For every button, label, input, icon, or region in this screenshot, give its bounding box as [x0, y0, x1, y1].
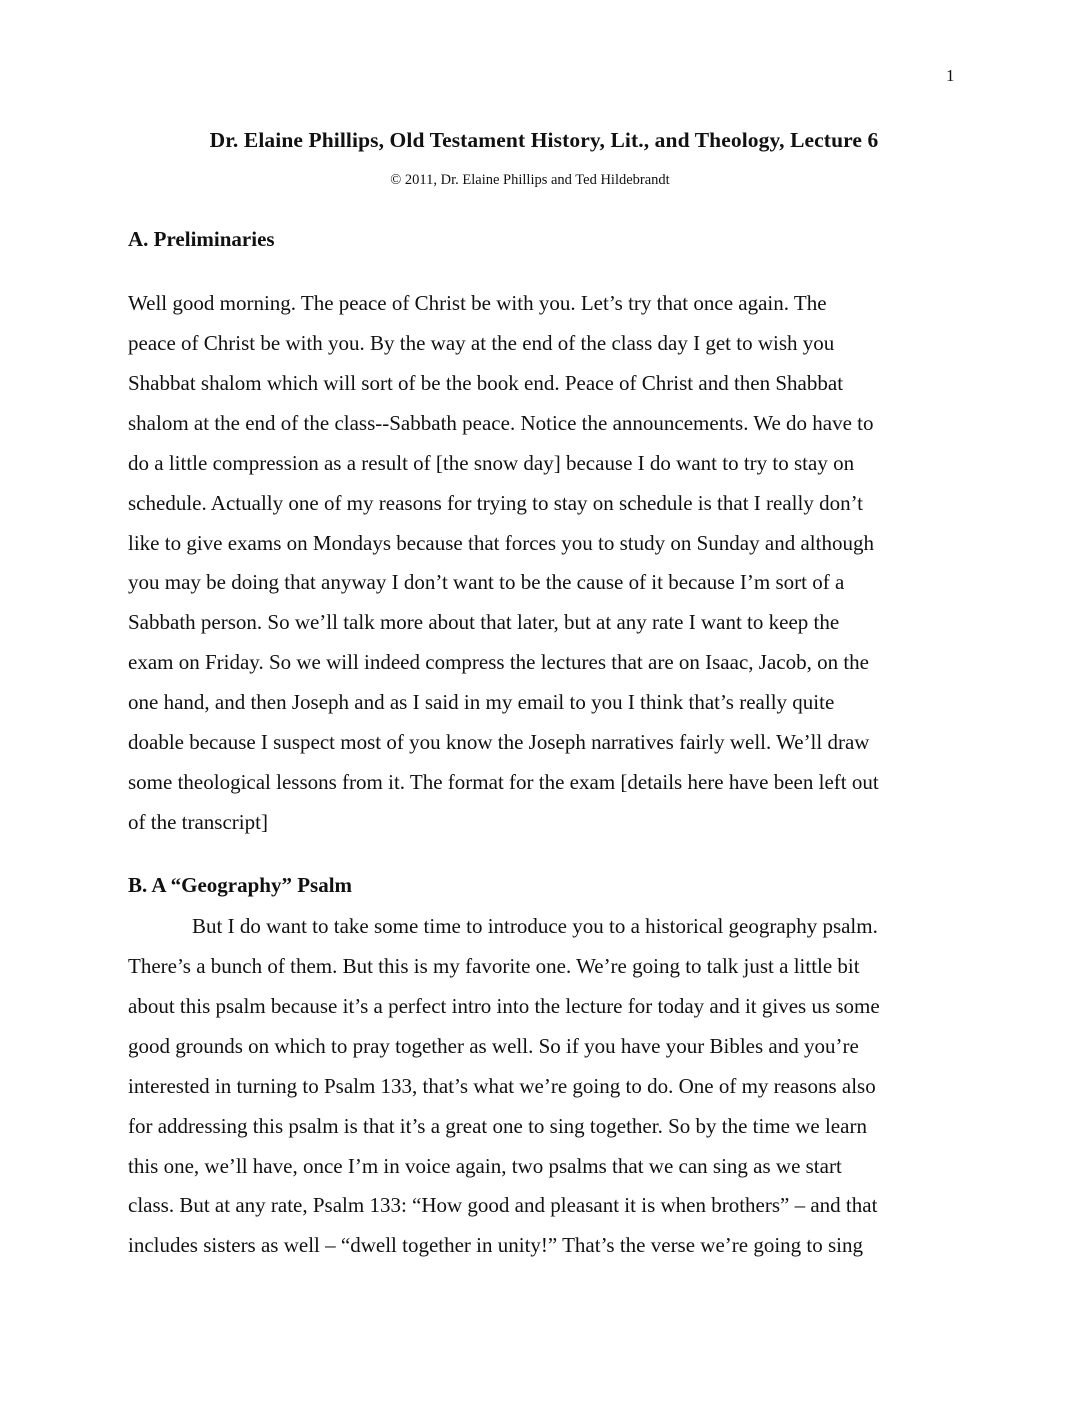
- paragraph-line: peace of Christ be with you. By the way at the end of the class day I get to wish you: [128, 331, 835, 355]
- paragraph-line: do a little compression as a result of [the snow day] because I do want to try to stay on: [128, 451, 855, 475]
- paragraph-line: of the transcript]: [128, 810, 268, 834]
- paragraph-line: interested in turning to Psalm 133, that’s what we’re going to do. One of my reasons also: [128, 1074, 876, 1098]
- paragraph-line: you may be doing that anyway I don’t want to be the cause of it because I’m sort of a: [128, 570, 845, 594]
- paragraph-line: shalom at the end of the class--Sabbath peace. Notice the announcements. We do have to: [128, 411, 874, 435]
- paragraph-line: includes sisters as well – “dwell together in unity!” That’s the verse we’re going to sing: [128, 1233, 864, 1257]
- section-b-heading: B. A “Geography” Psalm: [128, 873, 353, 897]
- paragraph-line: for addressing this psalm is that it’s a great one to sing together. So by the time we learn: [128, 1114, 867, 1138]
- paragraph-line: one hand, and then Joseph and as I said in my email to you I think that’s really quite: [128, 690, 835, 714]
- paragraph-line: class. But at any rate, Psalm 133: “How good and pleasant it is when brothers” – and that: [128, 1193, 878, 1217]
- paragraph-line: schedule. Actually one of my reasons for trying to stay on schedule is that I really don’t: [128, 491, 864, 515]
- paragraph-line: like to give exams on Mondays because that forces you to study on Sunday and although: [128, 531, 874, 555]
- paragraph-line: good grounds on which to pray together as well. So if you have your Bibles and you’re: [128, 1034, 859, 1058]
- copyright-line: © 2011, Dr. Elaine Phillips and Ted Hildebrandt: [390, 172, 670, 188]
- paragraph-line: exam on Friday. So we will indeed compress the lectures that are on Isaac, Jacob, on the: [128, 650, 869, 674]
- paragraph-line: doable because I suspect most of you know the Joseph narratives fairly well. We’ll draw: [128, 730, 870, 754]
- paragraph-line: Sabbath person. So we’ll talk more about that later, but at any rate I want to keep the: [128, 610, 840, 634]
- paragraph-line: about this psalm because it’s a perfect intro into the lecture for today and it gives us some: [128, 994, 880, 1018]
- paragraph-line: Well good morning. The peace of Christ be with you. Let’s try that once again. The: [128, 291, 827, 315]
- paragraph-line: some theological lessons from it. The format for the exam [details here have been left out: [128, 770, 879, 794]
- document-title: Dr. Elaine Phillips, Old Testament History, Lit., and Theology, Lecture 6: [209, 128, 879, 152]
- paragraph-line: But I do want to take some time to introduce you to a historical geography psalm.: [192, 914, 878, 938]
- paragraph-line: Shabbat shalom which will sort of be the book end. Peace of Christ and then Shabbat: [128, 371, 844, 395]
- paragraph-line: this one, we’ll have, once I’m in voice again, two psalms that we can sing as we start: [128, 1154, 842, 1178]
- section-a-heading: A. Preliminaries: [128, 227, 275, 251]
- paragraph-line: There’s a bunch of them. But this is my favorite one. We’re going to talk just a little bit: [128, 954, 860, 978]
- page-number: 1: [946, 66, 955, 85]
